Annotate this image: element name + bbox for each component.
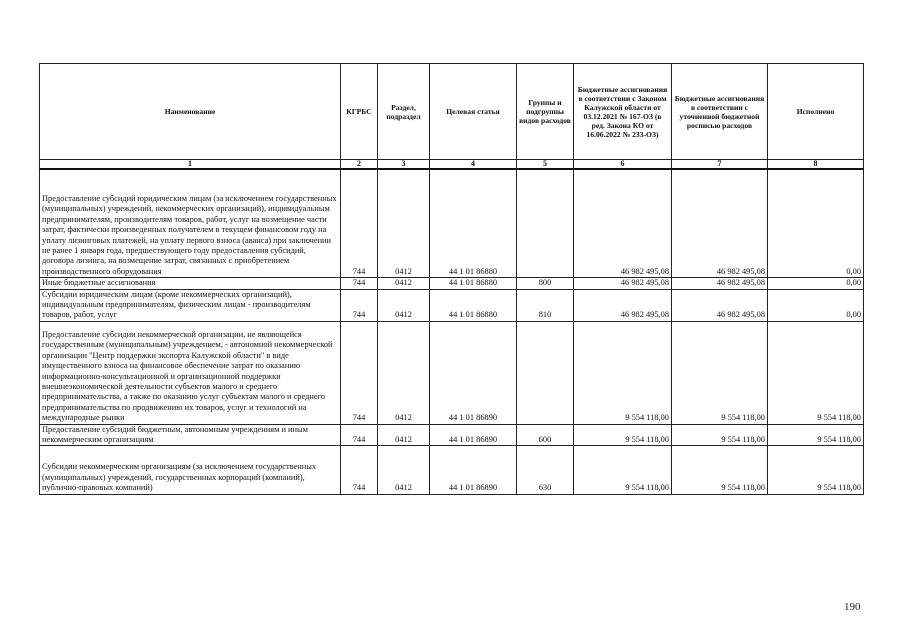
row-executed-amount: 9 554 118,00 [768, 446, 864, 494]
row-kgrbs: 744 [341, 278, 378, 289]
row-refined-amount: 9 554 118,00 [672, 321, 768, 424]
column-number: 1 [40, 160, 341, 170]
row-law-amount: 9 554 118,00 [574, 446, 672, 494]
row-section: 0412 [378, 321, 430, 424]
row-kgrbs: 744 [341, 289, 378, 321]
row-target: 44 1 01 86880 [430, 289, 517, 321]
column-number: 8 [768, 160, 864, 170]
row-target: 44 1 01 86880 [430, 169, 517, 278]
row-group: 800 [517, 278, 574, 289]
row-section: 0412 [378, 424, 430, 446]
row-kgrbs: 744 [341, 446, 378, 494]
row-kgrbs: 744 [341, 321, 378, 424]
row-refined-amount: 46 982 495,08 [672, 289, 768, 321]
column-number: 7 [672, 160, 768, 170]
row-group: 630 [517, 446, 574, 494]
row-target: 44 1 01 86890 [430, 424, 517, 446]
row-refined-amount: 46 982 495,08 [672, 169, 768, 278]
row-section: 0412 [378, 278, 430, 289]
column-number: 4 [430, 160, 517, 170]
row-name [40, 446, 341, 494]
header-executed: Исполнено [768, 64, 864, 160]
row-name-text: Предоставление субсидии некоммерческой организации, не являющейся государственным (муниципальным) учреждением, - автономной некоммерческой организации "Центр поддержки экспорта Калужской области" в виде имущественного взноса на финансовое обеспечение затрат по оказанию информационно-консультационной и организационной поддержки внешнеэкономической деятельности субъектов малого и среднего предпринимательства, а также по оказанию услуг субъектам малого и среднего предпринимательства по продвижению их товаров, услуг и технологий на международные рынки [42, 329, 333, 423]
table-row [40, 278, 864, 289]
header-kgrbs: КГРБС [341, 64, 378, 160]
row-name: Иные бюджетные ассигнования [40, 278, 341, 289]
row-law-amount: 9 554 118,00 [574, 424, 672, 446]
table-row [40, 424, 864, 446]
column-number: 2 [341, 160, 378, 170]
table-row [40, 169, 864, 278]
row-law-amount: 46 982 495,08 [574, 289, 672, 321]
row-group: 810 [517, 289, 574, 321]
header-refined: Бюджетные ассигнования в соответствии с уточненной бюджетной росписью расходов [672, 64, 768, 160]
row-group [517, 321, 574, 424]
row-refined-amount: 9 554 118,00 [672, 446, 768, 494]
row-executed-amount: 0,00 [768, 289, 864, 321]
row-executed-amount: 0,00 [768, 169, 864, 278]
row-law-amount: 46 982 495,08 [574, 278, 672, 289]
header-row [40, 64, 864, 160]
row-section: 0412 [378, 289, 430, 321]
row-kgrbs: 744 [341, 424, 378, 446]
table-row [40, 289, 864, 321]
row-target: 44 1 01 86890 [430, 321, 517, 424]
row-executed-amount: 9 554 118,00 [768, 321, 864, 424]
column-number: 6 [574, 160, 672, 170]
row-section: 0412 [378, 169, 430, 278]
header-target: Целевая статья [430, 64, 517, 160]
column-number: 3 [378, 160, 430, 170]
row-name [40, 321, 341, 424]
header-name: Наименование [40, 64, 341, 160]
row-refined-amount: 46 982 495,08 [672, 278, 768, 289]
row-law-amount: 46 982 495,08 [574, 169, 672, 278]
row-group: 600 [517, 424, 574, 446]
row-name: Предоставление субсидий бюджетным, автономным учреждениям и иным некоммерческим организациям [40, 424, 341, 446]
row-law-amount: 9 554 118,00 [574, 321, 672, 424]
row-name [40, 169, 341, 278]
header-section: Раздел, подраздел [378, 64, 430, 160]
column-number: 5 [517, 160, 574, 170]
row-name: Субсидии юридическим лицам (кроме некоммерческих организаций), индивидуальным предпринимателям, физическим лицам - производителям товаров, работ, услуг [40, 289, 341, 321]
header-groups: Группы и подгруппы видов расходов [517, 64, 574, 160]
row-section: 0412 [378, 446, 430, 494]
table-row [40, 321, 864, 424]
row-kgrbs: 744 [341, 169, 378, 278]
row-name-text: Предоставление субсидий юридическим лицам (за исключением государственных (муниципальных) учреждений, некоммерческих организаций), индивидуальным предпринимателям, производителям товаров, работ, услуг на возмещение части затрат, фактически произведенных получателем в текущем финансовом году на уплату лизинговых платежей, на уплату первого взноса (аванса) при заключении не ранее 1 января года, предшествующего году предоставления субсидий, договора лизинга, на возмещение затрат, связанных с приобретением производственного оборудования [42, 194, 337, 276]
row-refined-amount: 9 554 118,00 [672, 424, 768, 446]
header-law: Бюджетные ассигнования в соответствии с Законом Калужской области от 03.12.2021 № 167-ОЗ (в ред. Закона КО от 16.06.2022 № 233-ОЗ) [574, 64, 672, 160]
table-row [40, 446, 864, 494]
row-name-text: Субсидии некоммерческим организациям (за исключением государственных (муниципальных) учреждений, государственных корпораций (компаний), публично-правовых компаний) [42, 462, 317, 493]
row-executed-amount: 0,00 [768, 278, 864, 289]
budget-table [39, 63, 864, 495]
column-number-row [40, 160, 864, 170]
row-target: 44 1 01 86880 [430, 278, 517, 289]
row-group [517, 169, 574, 278]
row-target: 44 1 01 86890 [430, 446, 517, 494]
page-number: 190 [844, 601, 861, 613]
row-executed-amount: 9 554 118,00 [768, 424, 864, 446]
